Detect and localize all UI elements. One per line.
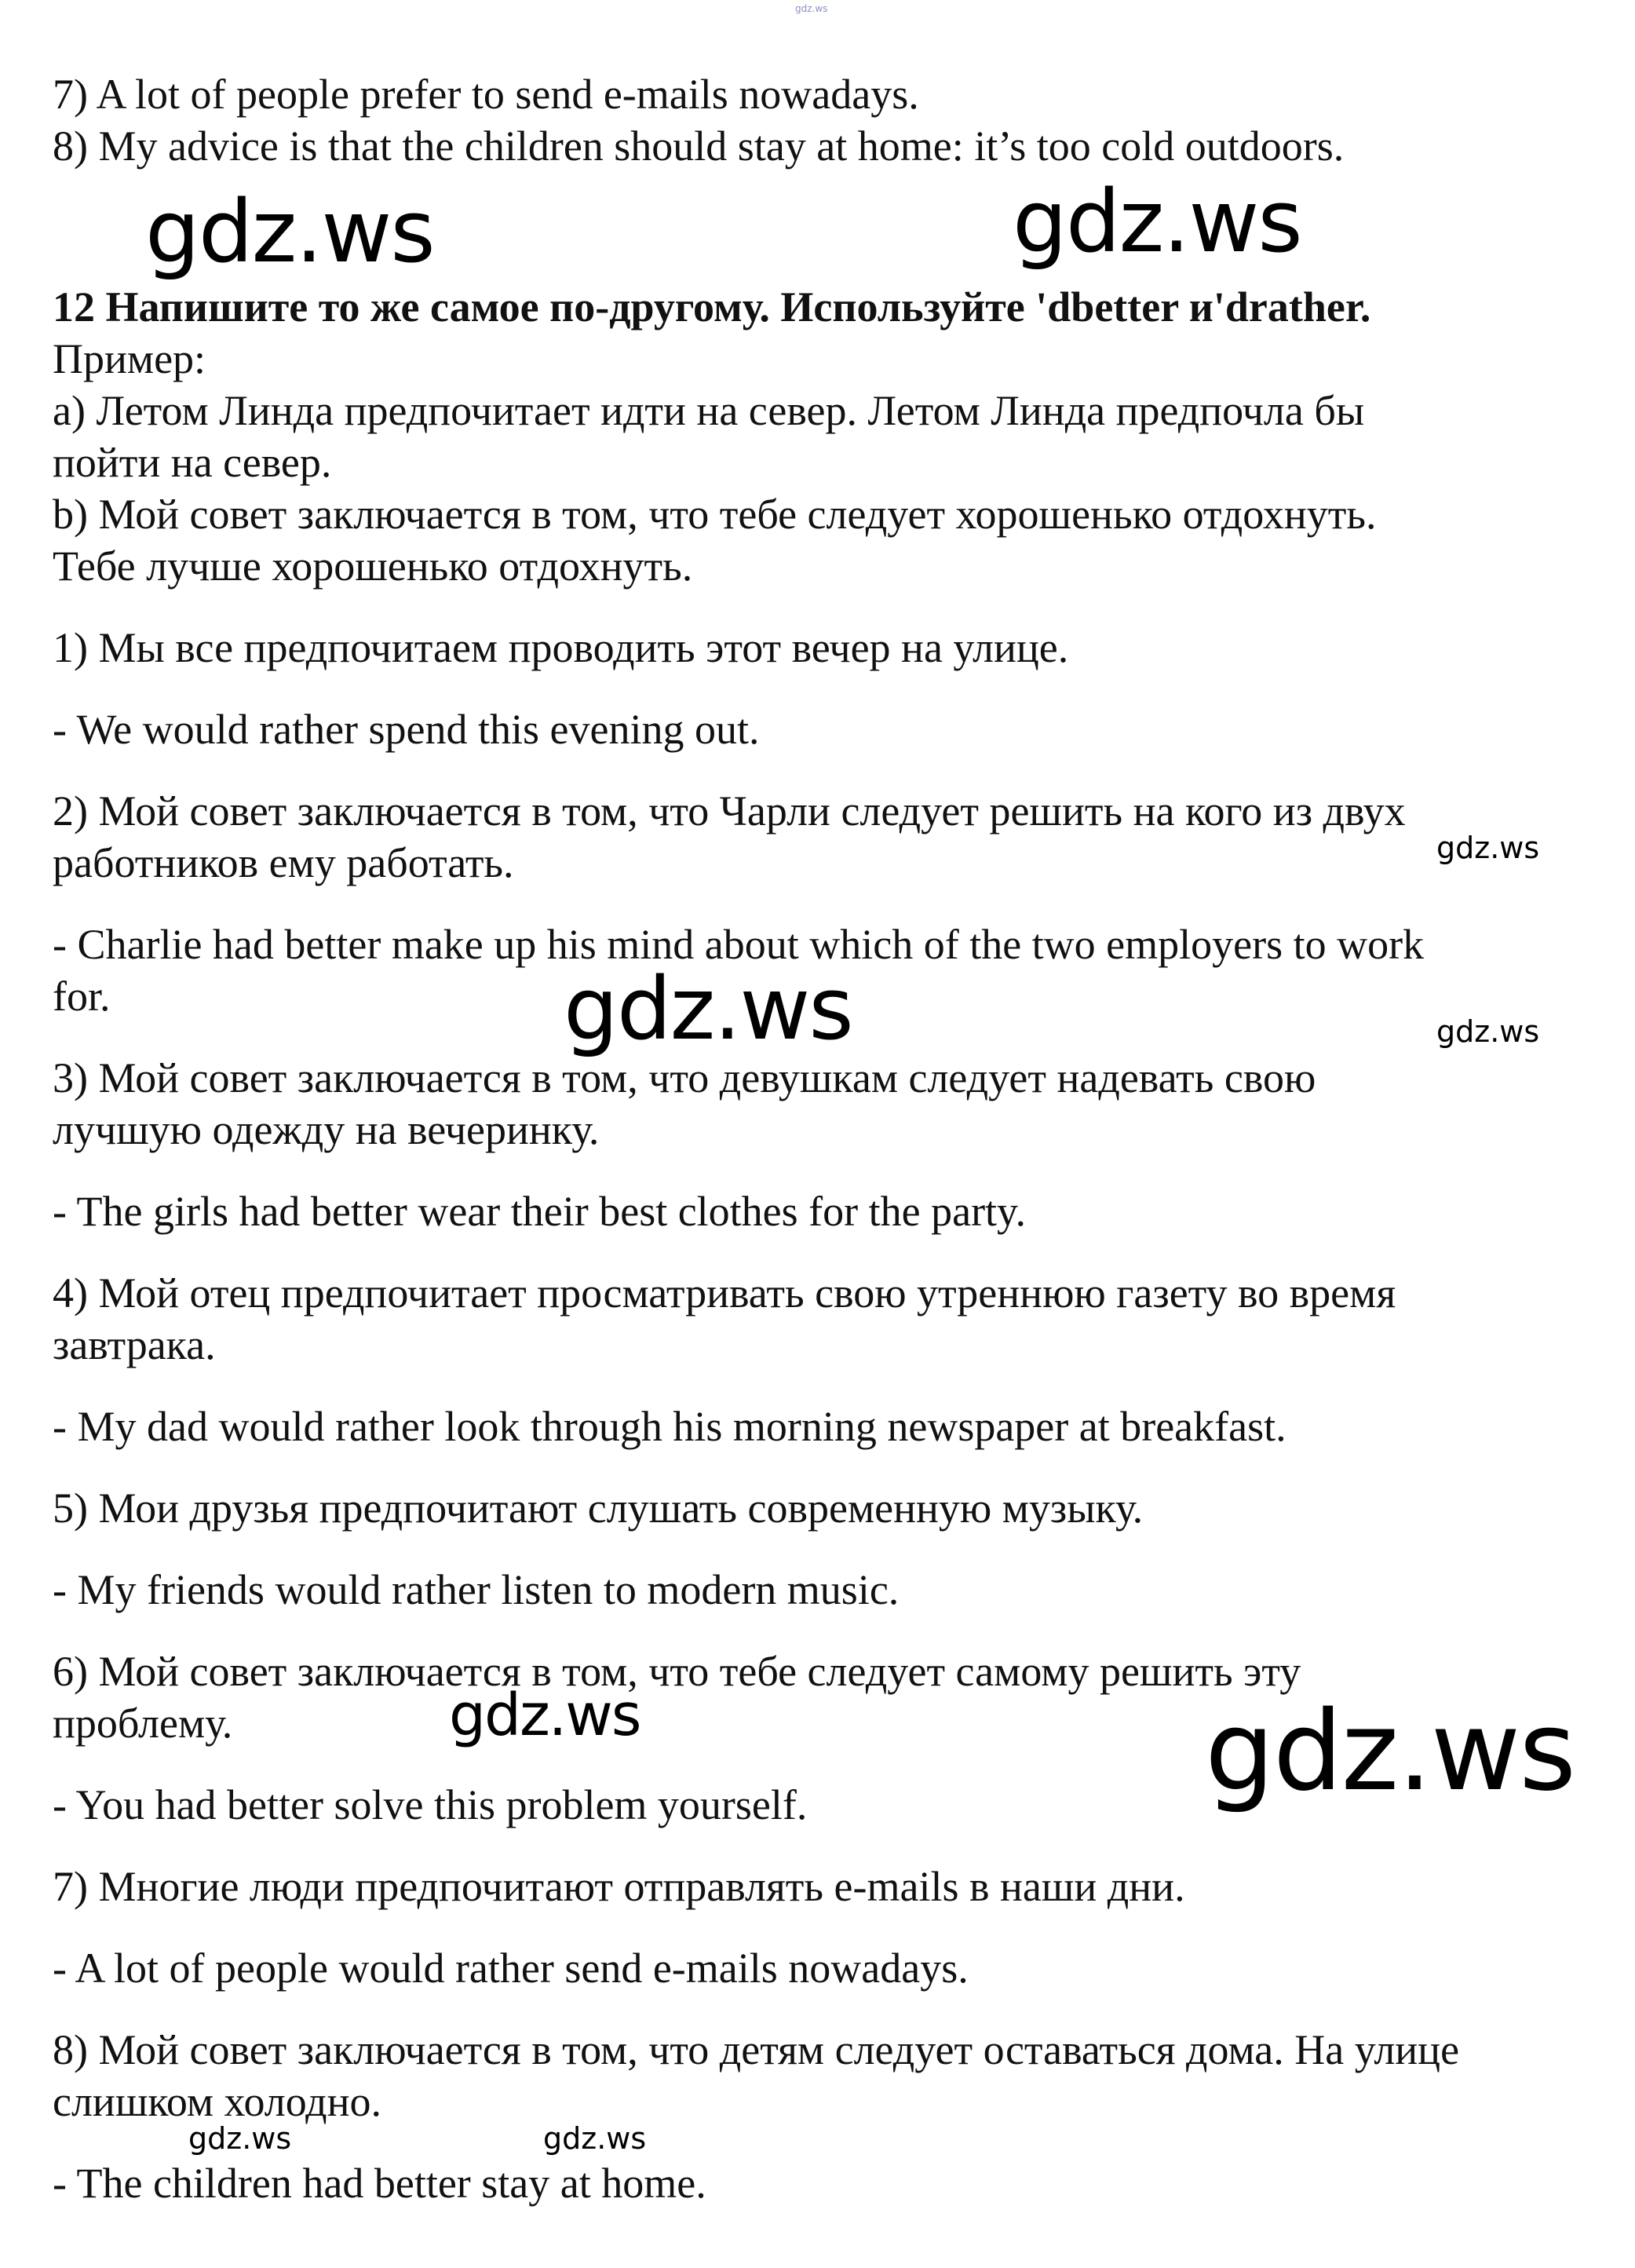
watermark-large-3: gdz.ws xyxy=(564,959,852,1059)
item-4-ru-line-2: завтрака. xyxy=(53,1321,216,1368)
item-7-ru-line-1: 7) Многие люди предпочитают отправлять e-mails в наши дни. xyxy=(53,1863,1185,1910)
top-line-8: 8) My advice is that the children should stay at home: it’s too cold outdoors. xyxy=(53,122,1345,170)
item-6-en-line-1: - You had better solve this problem yourself. xyxy=(53,1781,808,1828)
item-3-ru-line-1: 3) Мой совет заключается в том, что девушкам следует надевать свою xyxy=(53,1054,1316,1101)
item-8-en-line-1: - The children had better stay at home. xyxy=(53,2160,706,2207)
watermark-small-3: gdz.ws xyxy=(188,2121,292,2156)
watermark-tiny: gdz.ws xyxy=(795,3,828,14)
example-line-a1: a) Летом Линда предпочитает идти на север. Летом Линда предпочла бы xyxy=(53,387,1365,434)
top-line-7: 7) A lot of people prefer to send e-mails nowadays. xyxy=(53,71,919,118)
watermark-large-1: gdz.ws xyxy=(145,181,434,282)
item-3-en-line-1: - The girls had better wear their best clothes for the party. xyxy=(53,1188,1027,1235)
item-6-ru-line-2: проблему. xyxy=(53,1700,233,1747)
item-2-ru-line-1: 2) Мой совет заключается в том, что Чарли следует решить на кого из двух xyxy=(53,787,1406,835)
watermark-small-1: gdz.ws xyxy=(1436,831,1540,865)
example-line-b2: Тебе лучше хорошенько отдохнуть. xyxy=(53,542,693,590)
item-4-ru-line-1: 4) Мой отец предпочитает просматривать свою утреннюю газету во время xyxy=(53,1269,1396,1317)
example-label: Пример: xyxy=(53,335,206,382)
example-line-b1: b) Мой совет заключается в том, что тебе следует хорошенько отдохнуть. xyxy=(53,491,1377,538)
item-4-en-line-1: - My dad would rather look through his morning newspaper at breakfast. xyxy=(53,1403,1286,1450)
watermark-medium-1: gdz.ws xyxy=(449,1682,640,1749)
exercise-title: 12 Напишите то же самое по-другому. Используйте 'dbetter и'drather. xyxy=(53,283,1371,331)
item-3-ru-line-2: лучшую одежду на вечеринку. xyxy=(53,1106,600,1153)
item-8-ru-line-2: слишком холодно. xyxy=(53,2078,382,2125)
watermark-small-2: gdz.ws xyxy=(1436,1014,1540,1049)
item-1-ru-line-1: 1) Мы все предпочитаем проводить этот вечер на улице. xyxy=(53,624,1069,671)
item-7-en-line-1: - A lot of people would rather send e-mails nowadays. xyxy=(53,1945,969,1992)
watermark-large-2: gdz.ws xyxy=(1013,171,1301,272)
watermark-xlarge-1: gdz.ws xyxy=(1205,1688,1575,1816)
item-2-en-line-1: - Charlie had better make up his mind about which of the two employers to work xyxy=(53,921,1425,968)
watermark-small-4: gdz.ws xyxy=(543,2121,647,2156)
item-6-ru-line-1: 6) Мой совет заключается в том, что тебе следует самому решить эту xyxy=(53,1648,1301,1695)
item-2-en-line-2: for. xyxy=(53,973,111,1020)
item-8-ru-line-1: 8) Мой совет заключается в том, что детям следует оставаться дома. На улице xyxy=(53,2026,1460,2073)
item-2-ru-line-2: работников ему работать. xyxy=(53,839,514,886)
item-5-ru-line-1: 5) Мои друзья предпочитают слушать современную музыку. xyxy=(53,1485,1144,1532)
example-line-a2: пойти на север. xyxy=(53,439,332,486)
item-1-en-line-1: - We would rather spend this evening out. xyxy=(53,706,760,753)
item-5-en-line-1: - My friends would rather listen to modern music. xyxy=(53,1566,900,1613)
